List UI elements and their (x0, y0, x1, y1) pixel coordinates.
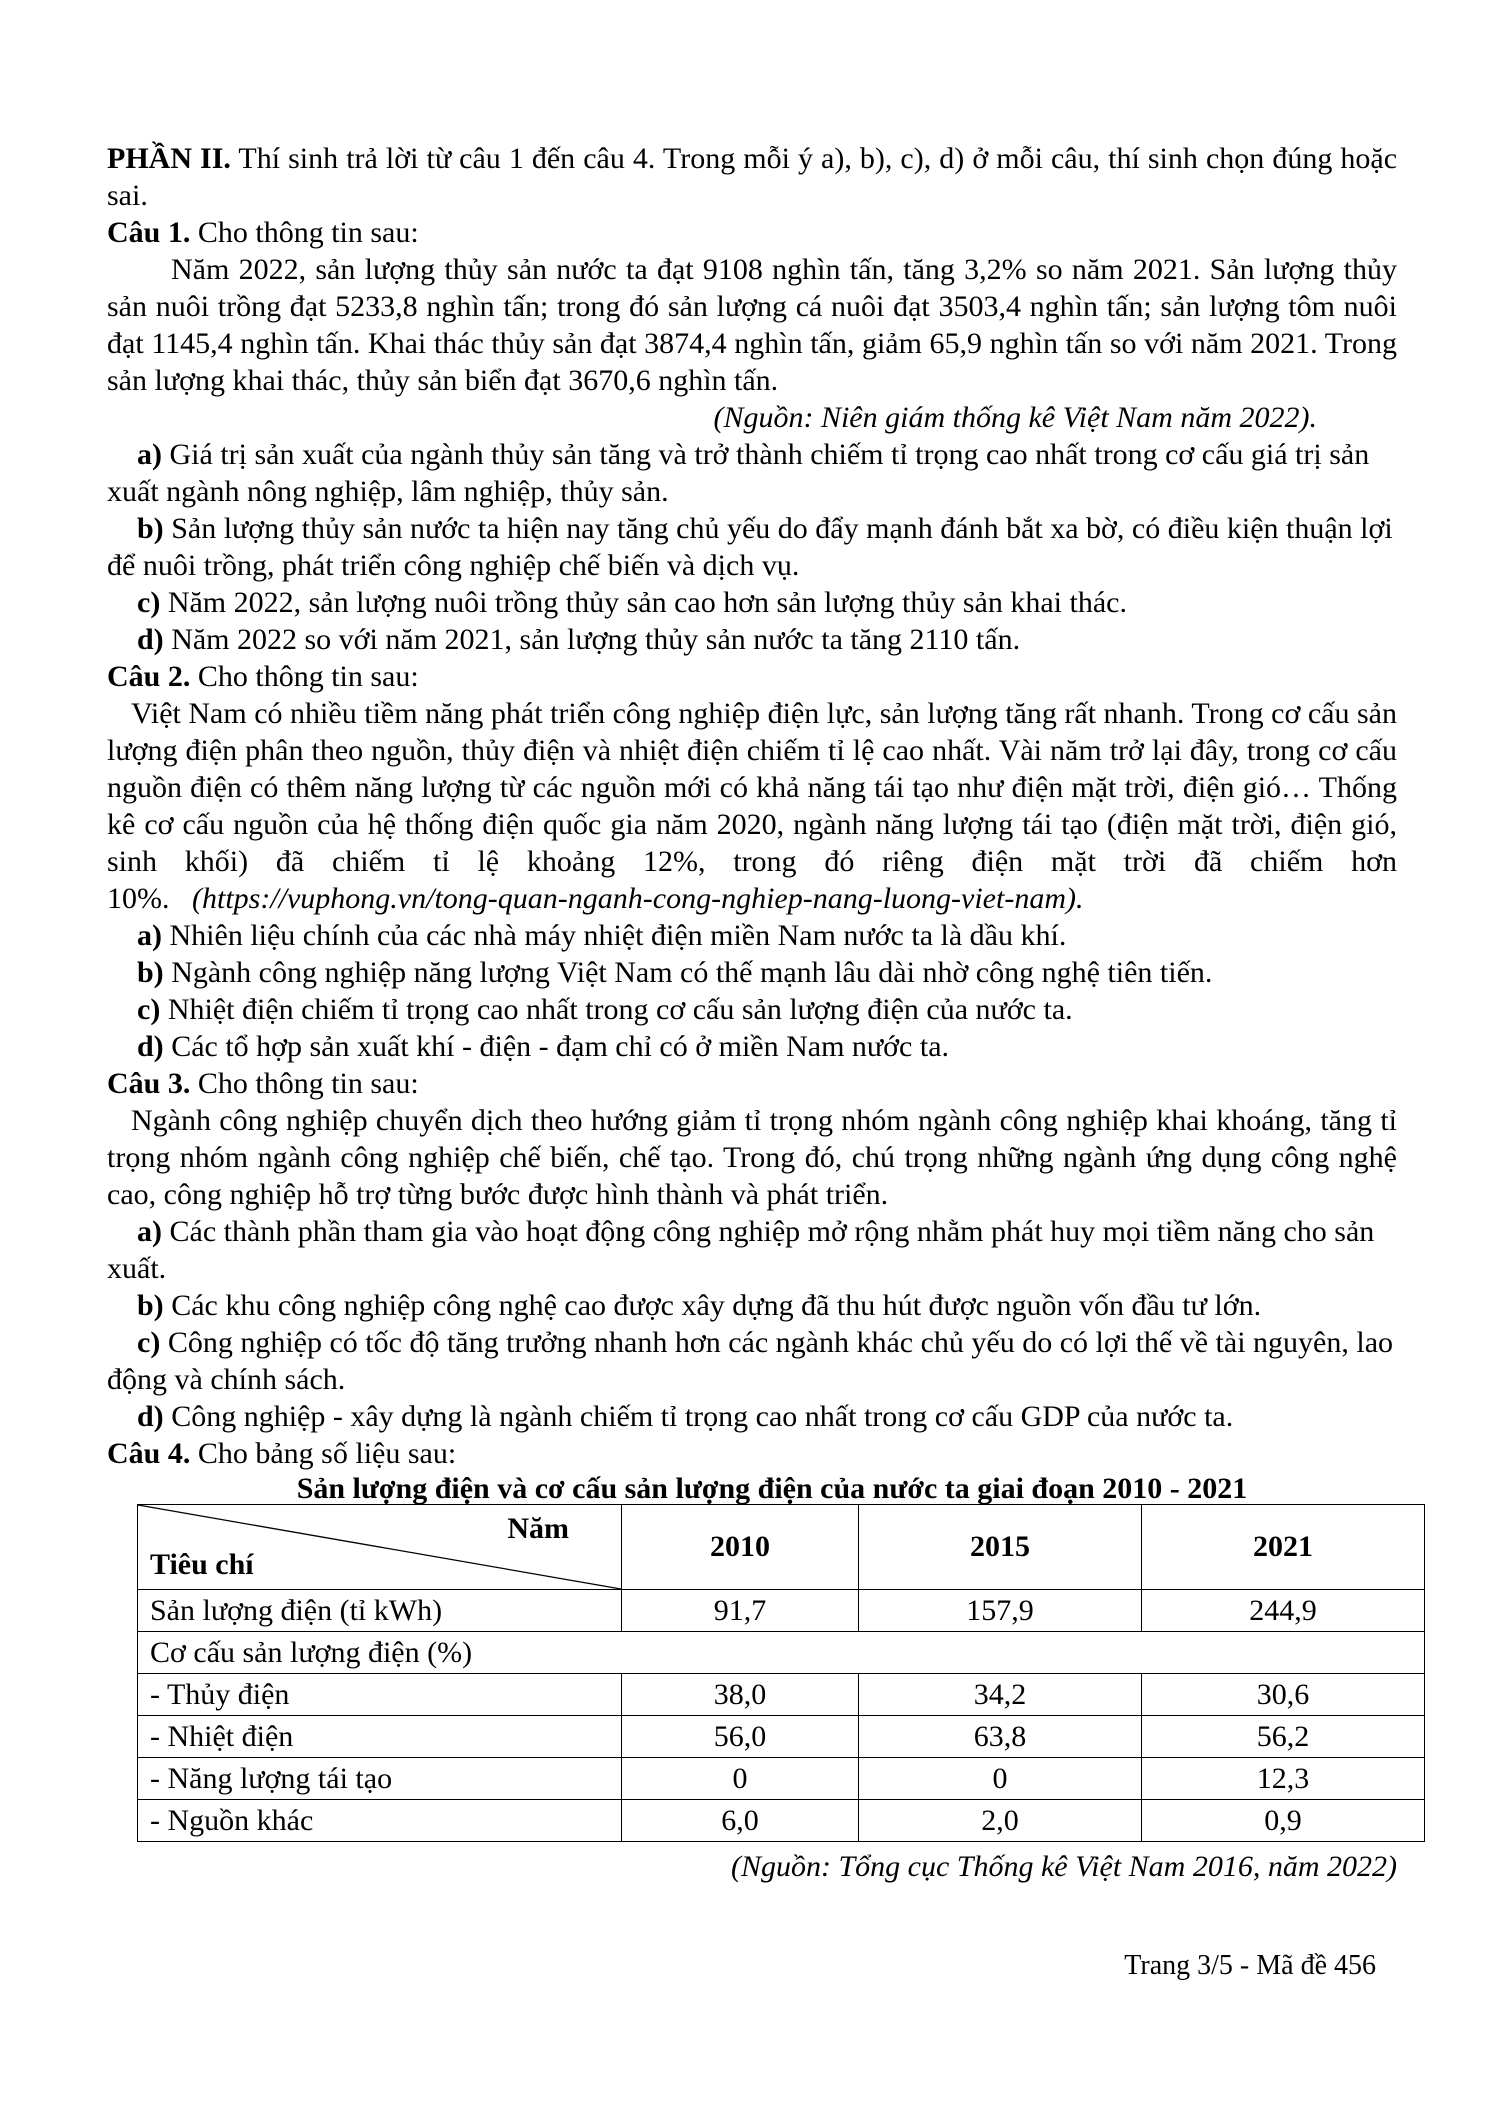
question-2-option-a (107, 917, 1397, 954)
part-instruction (107, 140, 1397, 214)
question-3-label: Câu 3. (107, 1067, 191, 1100)
table-cell: 2,0 (859, 1800, 1142, 1842)
question-1-passage: Năm 2022, sản lượng thủy sản nước ta đạt 9108 nghìn tấn, tăng 3,2% so năm 2021. Sản lượng thủy sản nuôi trồng đạt 5233,8 nghìn tấn; trong đó sản lượng cá nuôi đạt 3503,4 nghìn tấn; sản lượng tôm nuôi đạt 1145,4 nghìn tấn. Khai thác thủy sản đạt 3874,4 nghìn tấn, giảm 65,9 nghìn tấn so với năm 2021. Trong sản lượng khai thác, thủy sản biển đạt 3670,6 nghìn tấn. (107, 253, 1397, 397)
option-text: Công nghiệp - xây dựng là ngành chiếm tỉ trọng cao nhất trong cơ cấu GDP của nước ta. (163, 1400, 1234, 1433)
table-row (138, 1632, 1425, 1674)
question-3-option-d (107, 1398, 1397, 1435)
question-2-prompt: Cho thông tin sau: (190, 660, 419, 693)
question-1-header (107, 214, 1397, 251)
question-2-option-d (107, 1028, 1397, 1065)
option-key: a) (137, 1215, 162, 1248)
table-row (138, 1758, 1425, 1800)
table-cell: 56,2 (1142, 1716, 1425, 1758)
table-cell: 157,9 (859, 1590, 1142, 1632)
option-text: Sản lượng thủy sản nước ta hiện nay tăng chủ yếu do đẩy mạnh đánh bắt xa bờ, có điều kiện thuận lợi để nuôi trồng, phát triển công nghiệp chế biến và dịch vụ. (107, 512, 1393, 582)
option-key: b) (137, 956, 164, 989)
question-1-source: (Nguồn: Niên giám thống kê Việt Nam năm 2022). (713, 401, 1317, 434)
table-cell: 63,8 (859, 1716, 1142, 1758)
option-text: Năm 2022, sản lượng nuôi trồng thủy sản cao hơn sản lượng thủy sản khai thác. (160, 586, 1127, 619)
table-cell: 34,2 (859, 1674, 1142, 1716)
option-text: Nhiên liệu chính của các nhà máy nhiệt điện miền Nam nước ta là dầu khí. (162, 919, 1067, 952)
row-label: - Nguồn khác (138, 1800, 622, 1842)
row-label: - Năng lượng tái tạo (138, 1758, 622, 1800)
option-text: Năm 2022 so với năm 2021, sản lượng thủy sản nước ta tăng 2110 tấn. (163, 623, 1021, 656)
option-key: c) (137, 993, 161, 1026)
row-label: - Thủy điện (138, 1674, 622, 1716)
table-cell: 38,0 (622, 1674, 859, 1716)
row-label: Sản lượng điện (tỉ kWh) (138, 1590, 622, 1632)
question-3-option-b (107, 1287, 1397, 1324)
question-1-option-c (107, 584, 1397, 621)
question-3-prompt: Cho thông tin sau: (190, 1067, 419, 1100)
option-key: c) (137, 1326, 161, 1359)
question-4-label: Câu 4. (107, 1437, 191, 1470)
table-cell: 0 (859, 1758, 1142, 1800)
option-text: Ngành công nghiệp năng lượng Việt Nam có thế mạnh lâu dài nhờ công nghệ tiên tiến. (163, 956, 1213, 989)
year-column-header: 2015 (859, 1505, 1142, 1590)
option-text: Giá trị sản xuất của ngành thủy sản tăng và trở thành chiếm tỉ trọng cao nhất trong cơ cấu giá trị sản xuất ngành nông nghiệp, lâm nghiệp, thủy sản. (107, 438, 1370, 508)
question-4-header (107, 1435, 1397, 1472)
question-3-passage: Ngành công nghiệp chuyển dịch theo hướng giảm tỉ trọng nhóm ngành công nghiệp khai khoáng, tăng tỉ trọng nhóm ngành công nghiệp chế biến, chế tạo. Trong đó, chú trọng những ngành ứng dụng công nghệ cao, công nghiệp hỗ trợ từng bước được hình thành và phát triển. (107, 1104, 1397, 1211)
part-instruction-text: Thí sinh trả lời từ câu 1 đến câu 4. Trong mỗi ý a), b), c), d) ở mỗi câu, thí sinh chọn đúng hoặc sai. (107, 142, 1398, 212)
question-1-option-a (107, 436, 1397, 510)
table-source: (Nguồn: Tổng cục Thống kê Việt Nam 2016, năm 2022) (730, 1850, 1397, 1883)
option-text: Các tổ hợp sản xuất khí - điện - đạm chỉ có ở miền Nam nước ta. (163, 1030, 950, 1063)
table-cell: 91,7 (622, 1590, 859, 1632)
exam-page (107, 140, 1397, 1885)
option-text: Các khu công nghiệp công nghệ cao được xây dựng đã thu hút được nguồn vốn đầu tư lớn. (163, 1289, 1262, 1322)
header-criteria-label: Tiêu chí (150, 1548, 254, 1581)
question-2-label: Câu 2. (107, 660, 191, 693)
header-year-label: Năm (507, 1512, 569, 1545)
table-row (138, 1590, 1425, 1632)
table-cell: 12,3 (1142, 1758, 1425, 1800)
option-key: a) (137, 919, 162, 952)
question-2-option-b (107, 954, 1397, 991)
table-cell: 0 (622, 1758, 859, 1800)
question-2-source: (https://vuphong.vn/tong-quan-nganh-cong-nghiep-nang-luong-viet-nam). (192, 882, 1084, 915)
option-text: Nhiệt điện chiếm tỉ trọng cao nhất trong cơ cấu sản lượng điện của nước ta. (160, 993, 1073, 1026)
part-heading: PHẦN II. (107, 142, 231, 175)
table-cell: 56,0 (622, 1716, 859, 1758)
table-row (138, 1674, 1425, 1716)
table-cell: 244,9 (1142, 1590, 1425, 1632)
option-text: Các thành phần tham gia vào hoạt động công nghiệp mở rộng nhằm phát huy mọi tiềm năng cho sản xuất. (107, 1215, 1375, 1285)
option-key: b) (137, 512, 164, 545)
row-label: - Nhiệt điện (138, 1716, 622, 1758)
option-text: Công nghiệp có tốc độ tăng trưởng nhanh hơn các ngành khác chủ yếu do có lợi thế về tài nguyên, lao động và chính sách. (107, 1326, 1394, 1396)
option-key: d) (137, 623, 164, 656)
question-2-passage-text: Việt Nam có nhiều tiềm năng phát triển công nghiệp điện lực, sản lượng tăng rất nhanh. Trong cơ cấu sản lượng điện phân theo nguồn, thủy điện và nhiệt điện chiếm tỉ lệ cao nhất. Vài năm trở lại đây, trong cơ cấu nguồn điện có thêm năng lượng từ các nguồn mới có khả năng tái tạo như điện mặt trời, điện gió… Thống kê cơ cấu nguồn của hệ thống điện quốc gia năm 2020, ngành năng lượng tái tạo (điện mặt trời, điện gió, sinh khối) đã chiếm tỉ lệ khoảng 12%, trong đó riêng điện mặt trời đã chiếm hơn 10%. (107, 697, 1397, 915)
question-1-option-d (107, 621, 1397, 658)
row-label: Cơ cấu sản lượng điện (%) (138, 1632, 1425, 1674)
table-row (138, 1800, 1425, 1842)
year-column-header: 2021 (1142, 1505, 1425, 1590)
question-1-option-b (107, 510, 1397, 584)
question-1-prompt: Cho thông tin sau: (190, 216, 419, 249)
question-1-label: Câu 1. (107, 216, 191, 249)
question-3-option-c (107, 1324, 1397, 1398)
year-column-header: 2010 (622, 1505, 859, 1590)
data-table (137, 1504, 1425, 1842)
option-key: d) (137, 1400, 164, 1433)
table-cell: 0,9 (1142, 1800, 1425, 1842)
option-key: b) (137, 1289, 164, 1322)
question-4-prompt: Cho bảng số liệu sau: (190, 1437, 457, 1470)
page-footer: Trang 3/5 - Mã đề 456 (1124, 1950, 1376, 1981)
table-cell: 6,0 (622, 1800, 859, 1842)
option-key: c) (137, 586, 161, 619)
question-2-passage (107, 695, 1397, 917)
table-cell: 30,6 (1142, 1674, 1425, 1716)
table-header-row (138, 1505, 1425, 1590)
table-title: Sản lượng điện và cơ cấu sản lượng điện của nước ta giai đoạn 2010 - 2021 (296, 1472, 1248, 1505)
question-3-option-a (107, 1213, 1397, 1287)
question-2-option-c (107, 991, 1397, 1028)
question-2-header (107, 658, 1397, 695)
option-key: d) (137, 1030, 164, 1063)
table-row (138, 1716, 1425, 1758)
question-3-header (107, 1065, 1397, 1102)
table-corner-cell (138, 1505, 622, 1590)
option-key: a) (137, 438, 162, 471)
